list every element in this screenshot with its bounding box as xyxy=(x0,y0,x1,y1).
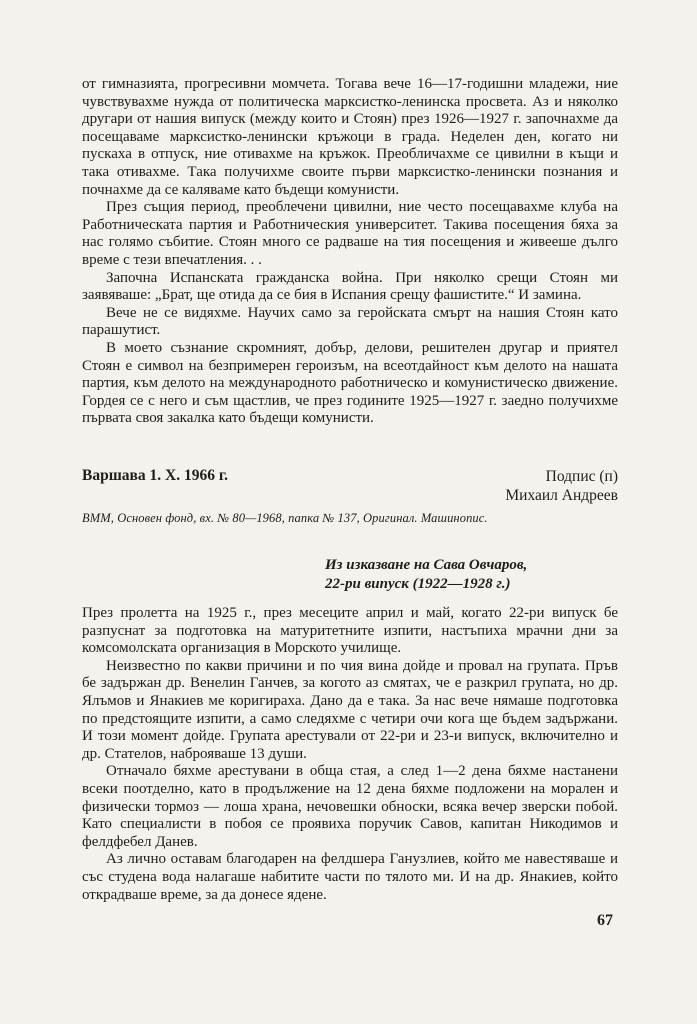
signature-block xyxy=(82,467,618,507)
page-number: 67 xyxy=(597,912,613,929)
section-heading xyxy=(325,556,527,594)
signatory-name: Михаил Андреев xyxy=(505,487,618,504)
memoir-text-part-1 xyxy=(82,76,618,428)
paragraph: През пролетта на 1925 г., през месеците април и май, когато 22-ри випуск бе разпуснат за подготовка на матуритетните изпити, настъпиха мрачни дни за комсомолската организация в Морското училище. xyxy=(82,605,618,657)
archive-source-note: ВММ, Основен фонд, вх. № 80—1968, папка № 137, Оригинал. Машинопис. xyxy=(82,511,488,525)
paragraph: от гимназията, прогресивни момчета. Тогава вече 16—17-годишни младежи, ние чувствувахме нужда от политическа марксистко-ленинска просвета. Аз и няколко другари от нашия випуск (между които и Стоян) през 1926—1927 г. започнахме да посещаваме марксистко-ленински кръжоци в града. Неделен ден, когато ни пускаха в отпуск, ние отивахме на кръжок. Преобличахме се цивилни в къщи и така отивахме. Така получихме своите първи марксистко-ленински познания и почнахме да се каляваме като бъдещи комунисти. xyxy=(82,76,618,198)
paragraph: Започна Испанската гражданска война. При няколко срещи Стоян ми заявяваше: „Брат, ще отида да се бия в Испания срещу фашистите.“ И замина. xyxy=(82,269,618,304)
heading-line-1: Из изказване на Сава Овчаров, xyxy=(325,557,528,573)
paragraph: В моето съзнание скромният, добър, делови, решителен другар и приятел Стоян е символ на безпримерен героизъм, на всеотдайност към делото на нашата партия, към делото на международното работническо и комунистическо движение. Гордея се с него и съм щастлив, че през годините 1925—1927 г. заедно получихме първата своя закалка като бъдещи комунисти. xyxy=(82,339,618,427)
paragraph: Аз лично оставам благодарен на фелдшера Ганузлиев, който ме навестяваше и със студена вода налагаше набитите части по тялото ми. И на др. Янакиев, който открадваше време, за да донесе ядене. xyxy=(82,851,618,903)
memoir-text-part-2 xyxy=(82,605,618,904)
paragraph: Отначало бяхме арестувани в обща стая, а след 1—2 дена бяхме настанени всеки поотделно, като в продължение на 12 дена бяхме подложени на морален и физически тормоз — лоша храна, нечовешки обноски, всяка вечер зверски побой. Като специалисти в побоя се проявиха поручик Савов, капитан Никодимов и фелдфебел Данев. xyxy=(82,763,618,850)
signature xyxy=(505,467,618,505)
paragraph: Вече не се видяхме. Научих само за геройската смърт на нашия Стоян като парашутист. xyxy=(82,304,618,339)
heading-line-2: 22-ри випуск (1922—1928 г.) xyxy=(325,576,511,592)
paragraph: През същия период, преоблечени цивилни, ние често посещавахме клуба на Работническата партия и Работническия университет. Такива посещения бяха за нас голямо събитие. Стоян много се радваше на тия посещения и живееше дълго време с тези впечатления. . . xyxy=(82,199,618,268)
paragraph: Неизвестно по какви причини и по чия вина дойде и провал на групата. Пръв бе задържан др. Венелин Ганчев, за когото аз смятах, че е разкрил групата, но др. Ялъмов и Янакиев ме коригираха. Дано да е така. За нас вече нямаше подготовка по предстоящите изпити, а само следяхме с четири очи кога ще бъдем задържани. И този момент дойде. Групата арестували от 22-ри и 23-и випуск, включително и др. Стателов, наброяваше 13 души. xyxy=(82,657,618,762)
signature-label: Подпис (п) xyxy=(545,468,618,485)
place-and-date: Варшава 1. X. 1966 г. xyxy=(82,467,229,484)
